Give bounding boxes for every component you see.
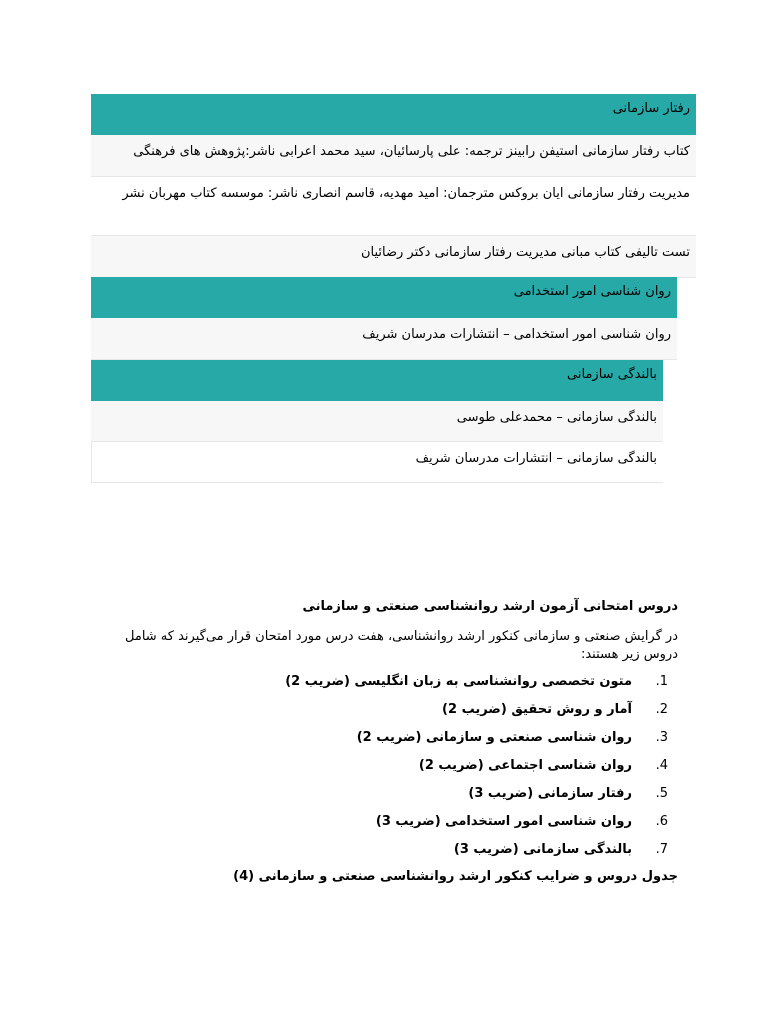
course-name: آمار و روش تحقیق (ضریب 2) bbox=[442, 702, 632, 717]
list-number: 2. bbox=[655, 702, 668, 717]
course-name: روان شناسی امور استخدامی (ضریب 3) bbox=[375, 814, 632, 829]
course-list bbox=[96, 673, 668, 869]
list-item bbox=[96, 701, 668, 729]
list-item bbox=[96, 673, 668, 701]
list-number: 6. bbox=[655, 814, 668, 829]
course-name: روان شناسی صنعتی و سازمانی (ضریب 2) bbox=[356, 730, 632, 745]
table-row: تست تالیفی کتاب مبانی مدیریت رفتار سازمانی دکتر رضائیان bbox=[91, 236, 696, 278]
list-number: 3. bbox=[655, 730, 668, 745]
table-row: کتاب رفتار سازمانی استیفن رابینز ترجمه: علی پارسائیان، سید محمد اعرابی ناشر:پژوهش های فرهنگی bbox=[91, 135, 696, 177]
table-header: رفتار سازمانی bbox=[91, 94, 696, 135]
course-name: متون تخصصی روانشناسی به زبان انگلیسی (ضریب 2) bbox=[285, 674, 632, 689]
list-number: 4. bbox=[655, 758, 668, 773]
book-table-organizational-development bbox=[91, 360, 663, 483]
table-row: روان شناسی امور استخدامی – انتشارات مدرسان شریف bbox=[91, 318, 677, 360]
book-table-organizational-behavior bbox=[91, 94, 696, 278]
book-table-personnel-psychology bbox=[91, 277, 677, 360]
table-row: مدیریت رفتار سازمانی ایان بروکس مترجمان: امید مهدیه، قاسم انصاری ناشر: موسسه کتاب مهربان نشر bbox=[91, 177, 696, 236]
table-row: بالندگی سازمانی – محمدعلی طوسی bbox=[91, 401, 663, 442]
list-number: 7. bbox=[655, 842, 668, 857]
list-item bbox=[96, 813, 668, 841]
article-intro: در گرایش صنعتی و سازمانی کنکور ارشد روانشناسی، هفت درس مورد امتحان قرار می‌گیرند که شامل دروس زیر هستند: bbox=[125, 629, 678, 662]
list-item bbox=[96, 785, 668, 813]
table-caption: جدول دروس و ضرایب کنکور ارشد روانشناسی صنعتی و سازمانی (4) bbox=[233, 869, 678, 884]
table-header: بالندگی سازمانی bbox=[91, 360, 663, 401]
list-item bbox=[96, 729, 668, 757]
list-number: 5. bbox=[655, 786, 668, 801]
course-name: بالندگی سازمانی (ضریب 3) bbox=[453, 842, 632, 857]
table-row: بالندگی سازمانی – انتشارات مدرسان شریف bbox=[91, 442, 663, 483]
list-item bbox=[96, 757, 668, 785]
course-name: روان شناسی اجتماعی (ضریب 2) bbox=[418, 758, 632, 773]
course-name: رفتار سازمانی (ضریب 3) bbox=[468, 786, 632, 801]
list-number: 1. bbox=[655, 674, 668, 689]
article-heading: دروس امتحانی آزمون ارشد روانشناسی صنعتی و سازمانی bbox=[302, 599, 678, 614]
list-item bbox=[96, 841, 668, 869]
table-header: روان شناسی امور استخدامی bbox=[91, 277, 677, 318]
